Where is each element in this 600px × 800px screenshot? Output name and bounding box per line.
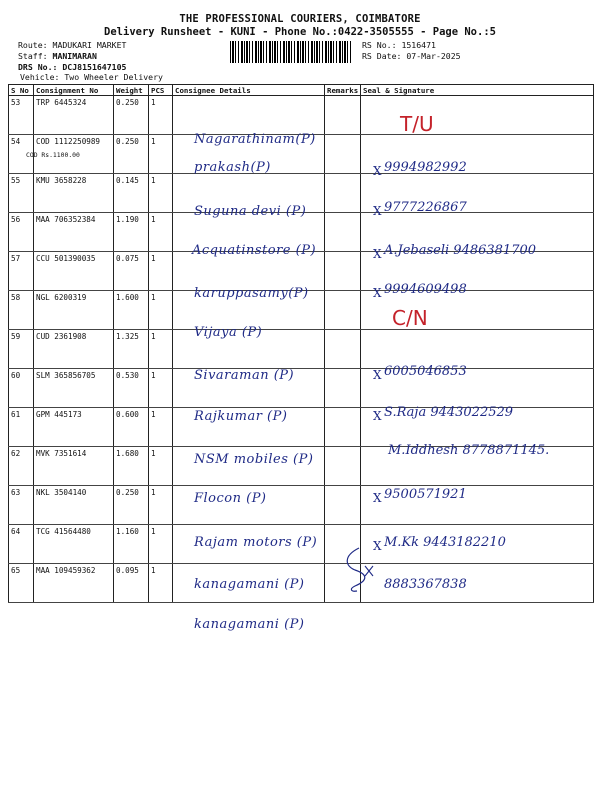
weight-cell: 1.325: [114, 330, 149, 369]
sno-cell: 60: [9, 369, 34, 408]
consignment-cell: MAA 706352384: [34, 213, 114, 252]
pcs-cell: 1: [149, 252, 173, 291]
route-label: Route:: [18, 40, 48, 50]
staff-label: Staff:: [18, 51, 48, 61]
vehicle-line: [20, 72, 163, 83]
vehicle-label: Vehicle:: [20, 72, 60, 82]
table-row: [9, 486, 594, 525]
remarks-cell: [325, 447, 361, 486]
drs-line: [18, 62, 126, 73]
rs-no-value: 1516471: [401, 40, 436, 50]
pcs-cell: 1: [149, 174, 173, 213]
sno-cell: 63: [9, 486, 34, 525]
table-row: [9, 330, 594, 369]
weight-cell: 0.600: [114, 408, 149, 447]
cross-mark: X: [373, 164, 382, 178]
pcs-cell: 1: [149, 486, 173, 525]
red-remark: C/N: [392, 306, 428, 330]
handwritten-signature: 6005046853: [384, 364, 467, 379]
weight-cell: 1.680: [114, 447, 149, 486]
handwritten-consignee: Suguna devi (P): [194, 204, 307, 219]
route-line: [18, 40, 126, 51]
weight-cell: 1.190: [114, 213, 149, 252]
vehicle-value: Two Wheeler Delivery: [64, 72, 163, 82]
weight-cell: 1.160: [114, 525, 149, 564]
scribble-mark: [341, 546, 381, 594]
handwritten-signature: 9994982992: [384, 160, 467, 175]
col-remarks: Remarks: [325, 85, 361, 96]
sno-cell: 59: [9, 330, 34, 369]
handwritten-consignee: karuppasamy(P): [194, 286, 309, 301]
handwritten-consignee: kanagamani (P): [194, 577, 305, 592]
pcs-cell: 1: [149, 564, 173, 603]
cross-mark: X: [373, 368, 382, 382]
handwritten-signature: M.Iddhesh 8778871145.: [388, 443, 550, 458]
consignment-cell: NGL 6200319: [34, 291, 114, 330]
col-consignee: Consignee Details: [173, 85, 325, 96]
pcs-cell: 1: [149, 369, 173, 408]
handwritten-signature: S.Raja 9443022529: [384, 405, 514, 420]
handwritten-consignee: Rajam motors (P): [194, 535, 318, 550]
handwritten-signature: A.Jebaseli 9486381700: [384, 243, 537, 258]
red-remark: T/U: [400, 112, 434, 136]
remarks-cell: [325, 486, 361, 525]
signature-cell: [361, 330, 594, 369]
handwritten-consignee: Vijaya (P): [194, 325, 263, 340]
pcs-cell: 1: [149, 330, 173, 369]
drs-label: DRS No.:: [18, 62, 58, 72]
remarks-cell: [325, 330, 361, 369]
consignee-cell: [173, 96, 325, 135]
staff-value: MANIMARAN: [52, 51, 97, 61]
consignment-cell: CCU 501390035: [34, 252, 114, 291]
rs-date-label: RS Date:: [362, 51, 402, 61]
rs-date-value: 07-Mar-2025: [406, 51, 461, 61]
cross-mark: X: [373, 409, 382, 423]
handwritten-consignee: Sivaraman (P): [194, 368, 295, 383]
col-pcs: PCS: [149, 85, 173, 96]
handwritten-consignee: Nagarathinam(P): [194, 132, 316, 147]
route-value: MADUKARI MARKET: [52, 40, 127, 50]
table-row: [9, 96, 594, 135]
col-consignment: Consignment No: [34, 85, 114, 96]
table-header-row: [9, 85, 594, 96]
weight-cell: 0.250: [114, 486, 149, 525]
sno-cell: 64: [9, 525, 34, 564]
sno-cell: 53: [9, 96, 34, 135]
handwritten-signature: 9777226867: [384, 200, 467, 215]
runsheet-table: [8, 84, 594, 603]
consignment-cell: KMU 3658228: [34, 174, 114, 213]
consignment-cell: COD 1112250989 COD Rs.1100.00: [34, 135, 114, 174]
remarks-cell: [325, 408, 361, 447]
remarks-cell: [325, 96, 361, 135]
pcs-cell: 1: [149, 447, 173, 486]
handwritten-consignee: Flocon (P): [194, 491, 267, 506]
sno-cell: 58: [9, 291, 34, 330]
rs-no-label: RS No.:: [362, 40, 397, 50]
rs-no-line: [362, 40, 436, 51]
runsheet-subtitle: Delivery Runsheet - KUNI - Phone No.:0422-3505555 - Page No.:5: [104, 26, 496, 38]
consignment-cell: GPM 445173: [34, 408, 114, 447]
pcs-cell: 1: [149, 408, 173, 447]
handwritten-consignee: kanagamani (P): [194, 617, 305, 632]
sno-cell: 62: [9, 447, 34, 486]
sno-cell: 65: [9, 564, 34, 603]
pcs-cell: 1: [149, 135, 173, 174]
handwritten-signature: 9994609498: [384, 282, 467, 297]
handwritten-signature: M.Kk 9443182210: [384, 535, 506, 550]
remarks-cell: [325, 135, 361, 174]
consignment-cell: SLM 365856705: [34, 369, 114, 408]
handwritten-consignee: Acquatinstore (P): [192, 243, 317, 258]
sno-cell: 57: [9, 252, 34, 291]
consignment-cell: MVK 7351614: [34, 447, 114, 486]
handwritten-signature: 9500571921: [384, 487, 467, 502]
remarks-cell: [325, 174, 361, 213]
consignment-cell: MAA 109459362: [34, 564, 114, 603]
cod-amount: COD Rs.1100.00: [26, 151, 80, 159]
consignment-cell: NKL 3504140: [34, 486, 114, 525]
handwritten-signature: 8883367838: [384, 577, 467, 592]
weight-cell: 0.250: [114, 135, 149, 174]
consignment-cell: CUD 2361908: [34, 330, 114, 369]
sno-cell: 55: [9, 174, 34, 213]
remarks-cell: [325, 252, 361, 291]
weight-cell: 0.250: [114, 96, 149, 135]
weight-cell: 0.075: [114, 252, 149, 291]
handwritten-consignee: NSM mobiles (P): [194, 452, 314, 467]
pcs-cell: 1: [149, 96, 173, 135]
pcs-cell: 1: [149, 213, 173, 252]
cross-mark: X: [373, 539, 382, 553]
company-title: THE PROFESSIONAL COURIERS, COIMBATORE: [179, 13, 421, 25]
cross-mark: X: [373, 204, 382, 218]
cross-mark: X: [373, 491, 382, 505]
weight-cell: 0.145: [114, 174, 149, 213]
cross-mark: X: [373, 247, 382, 261]
weight-cell: 0.530: [114, 369, 149, 408]
handwritten-consignee: Rajkumar (P): [194, 409, 288, 424]
sno-cell: 54: [9, 135, 34, 174]
staff-line: [18, 51, 97, 62]
consignment-cell: TRP 6445324: [34, 96, 114, 135]
col-signature: Seal & Signature: [361, 85, 594, 96]
col-sno: S No: [9, 85, 34, 96]
weight-cell: 0.095: [114, 564, 149, 603]
cross-mark: X: [373, 286, 382, 300]
sno-cell: 56: [9, 213, 34, 252]
consignment-cell: TCG 41564480: [34, 525, 114, 564]
remarks-cell: [325, 213, 361, 252]
sno-cell: 61: [9, 408, 34, 447]
handwritten-consignee: prakash(P): [194, 160, 271, 175]
signature-cell: [361, 96, 594, 135]
rs-date-line: [362, 51, 461, 62]
drs-value: DCJ8151647105: [62, 62, 127, 72]
col-weight: Weight: [114, 85, 149, 96]
pcs-cell: 1: [149, 525, 173, 564]
barcode-image: [230, 41, 352, 63]
remarks-cell: [325, 369, 361, 408]
pcs-cell: 1: [149, 291, 173, 330]
weight-cell: 1.600: [114, 291, 149, 330]
table-row: [9, 369, 594, 408]
remarks-cell: [325, 291, 361, 330]
